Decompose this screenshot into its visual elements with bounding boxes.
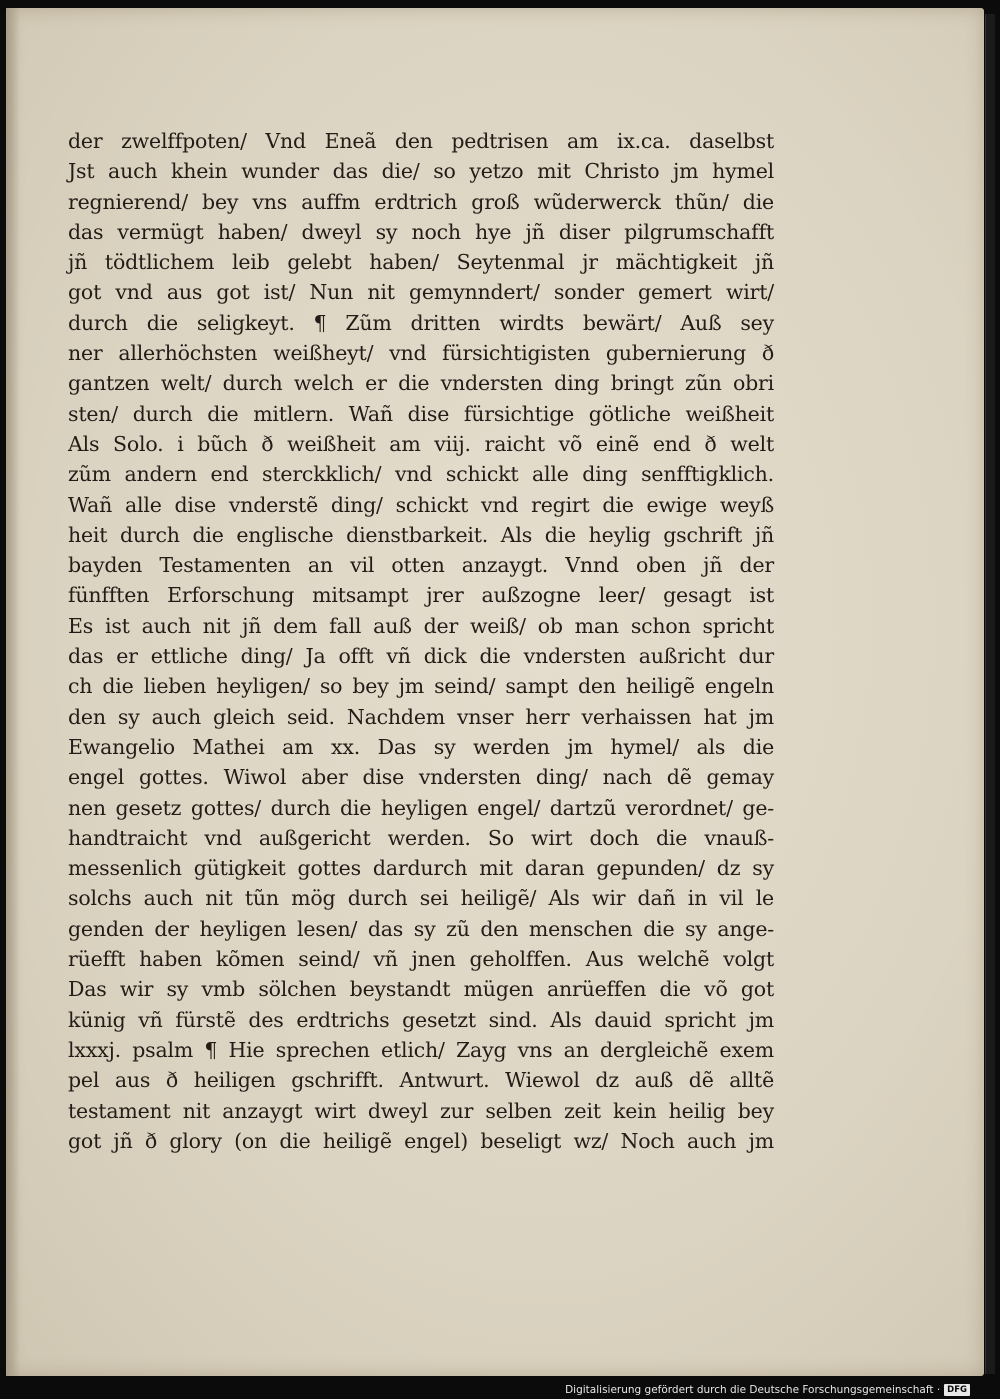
text-line: Als Solo. i bũch ð weißheit am viij. raicht võ einẽ end ð welt (68, 431, 774, 456)
text-block (68, 126, 774, 1156)
text-line: messenlich gütigkeit gottes dardurch mit daran gepunden/ dz sy (68, 856, 774, 881)
text-line: heit durch die englische dienstbarkeit. Als die heylig gschrift jñ (68, 522, 774, 547)
text-line: gantzen welt/ durch welch er die vndersten ding bringt zũn obri (68, 371, 774, 396)
text-line: regnierend/ bey vns auffm erdtrich groß wũderwerck thũn/ die (68, 189, 774, 214)
text-line: Wañ alle dise vnderstẽ ding/ schickt vnd regirt die ewige weyß (68, 492, 774, 517)
text-line: künig vñ fürstẽ des erdtrichs gesetzt sind. Als dauid spricht jm (68, 1007, 774, 1032)
text-line: lxxxj. psalm ¶ Hie sprechen etlich/ Zayg vns an dergleichẽ exem (68, 1037, 774, 1062)
text-line: durch die seligkeyt. ¶ Zũm dritten wirdts bewärt/ Auß sey (68, 310, 774, 335)
text-line: got jñ ð glory (on die heiligẽ engel) beseligt wz/ Noch auch jm (68, 1128, 774, 1153)
scan-edge-strip (985, 14, 995, 1374)
text-line: Ewangelio Mathei am xx. Das sy werden jm hymel/ als die (68, 734, 774, 759)
text-line: den sy auch gleich seid. Nachdem vnser herr verhaissen hat jm (68, 704, 774, 729)
text-line: handtraicht vnd außgericht werden. So wirt doch die vnauß- (68, 825, 774, 850)
text-line: pel aus ð heiligen gschrifft. Antwurt. Wiewol dz auß dẽ alltẽ (68, 1068, 774, 1093)
credit-text: Digitalisierung gefördert durch die Deutsche Forschungsgemeinschaft · (565, 1384, 941, 1396)
text-line: zũm andern end sterckklich/ vnd schickt alle ding senfftigklich. (68, 462, 774, 487)
text-line: jñ tödtlichem leib gelebt haben/ Seytenmal jr mächtigkeit jñ (68, 250, 774, 275)
text-line: solchs auch nit tũn mög durch sei heiligẽ/ Als wir dañ in vil le (68, 886, 774, 911)
text-line: Jst auch khein wunder das die/ so yetzo mit Christo jm hymel (68, 159, 774, 184)
text-line: nen gesetz gottes/ durch die heyligen engel/ dartzũ verordnet/ ge- (68, 795, 774, 820)
text-line: das er ettliche ding/ Ja offt vñ dick die vndersten außricht dur (68, 644, 774, 669)
digitization-credit (565, 1384, 970, 1396)
text-line: bayden Testamenten an vil otten anzaygt. Vnnd oben jñ der (68, 553, 774, 578)
text-line: got vnd aus got ist/ Nun nit gemynndert/ sonder gemert wirt/ (68, 280, 774, 305)
text-line: der zwelffpoten/ Vnd Eneã den pedtrisen am ix.ca. daselbst (68, 129, 774, 153)
text-line: testament nit anzaygt wirt dweyl zur selben zeit kein heilig bey (68, 1098, 774, 1123)
text-line: Das wir sy vmb sölchen beystandt mügen anrüeffen die võ got (68, 977, 774, 1002)
text-line: Es ist auch nit jñ dem fall auß der weiß/ ob man schon spricht (68, 613, 774, 638)
text-line: ner allerhöchsten weißheyt/ vnd fürsichtigisten gubernierung ð (68, 341, 774, 366)
text-line: rüefft haben kõmen seind/ vñ jnen geholffen. Aus welchẽ volgt (68, 947, 774, 972)
text-line: sten/ durch die mitlern. Wañ dise fürsichtige götliche weißheit (68, 401, 774, 426)
text-line: engel gottes. Wiwol aber dise vndersten ding/ nach dẽ gemay (68, 765, 774, 790)
text-line: fünfften Erforschung mitsampt jrer außzogne leer/ gesagt ist (68, 583, 774, 608)
book-page (6, 8, 984, 1376)
text-line: das vermügt haben/ dweyl sy noch hye jñ diser pilgrumschafft (68, 219, 774, 244)
dfg-logo: DFG (944, 1384, 970, 1396)
text-line: genden der heyligen lesen/ das sy zũ den menschen die sy ange- (68, 916, 774, 941)
text-line: ch die lieben heyligen/ so bey jm seind/ sampt den heiligẽ engeln (68, 674, 774, 699)
